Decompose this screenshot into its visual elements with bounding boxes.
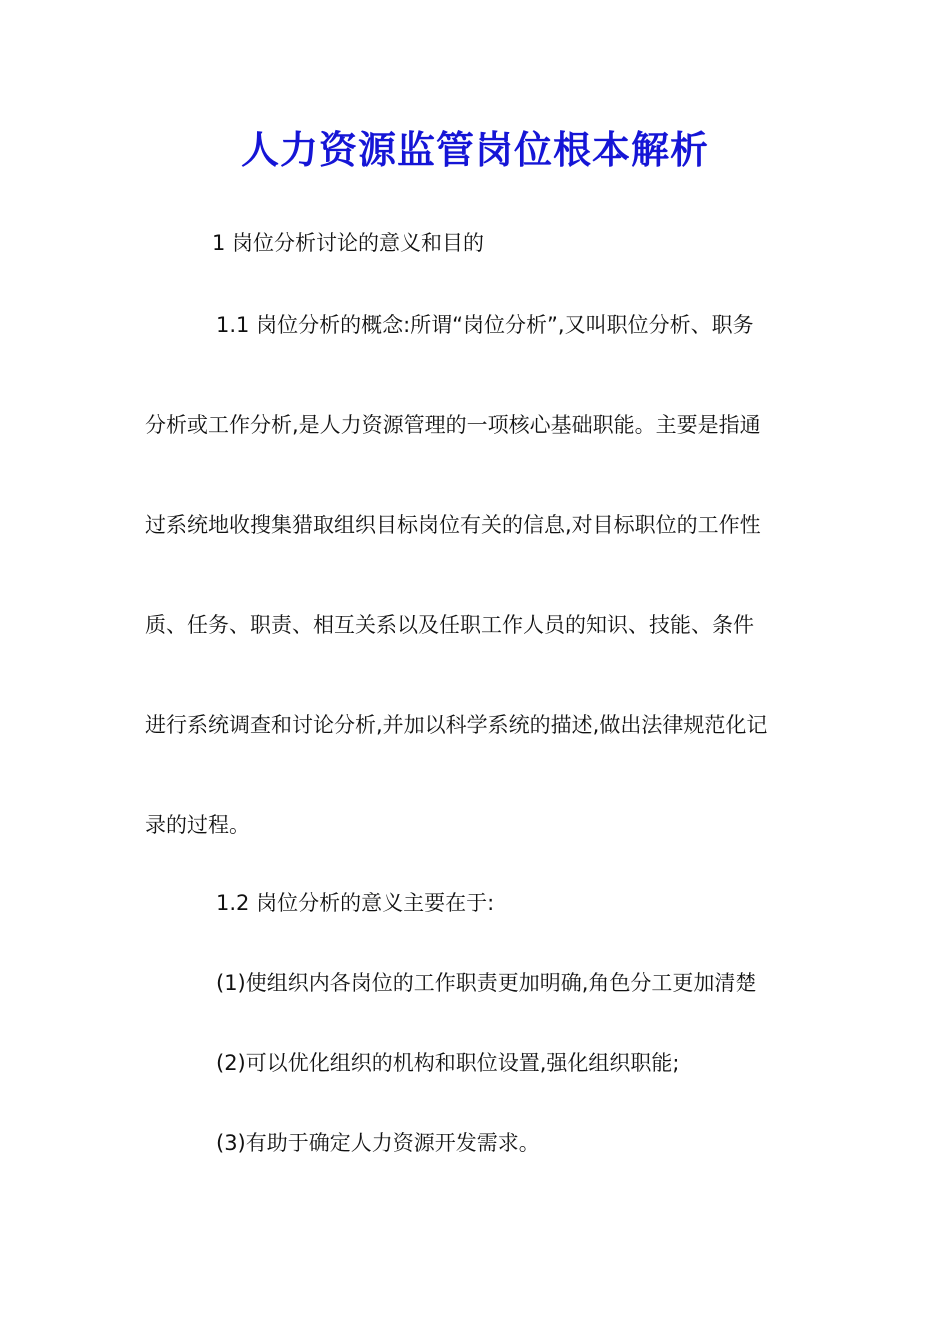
list-item: (2)可以优化组织的机构和职位设置,强化组织职能; (216, 1051, 680, 1075)
paragraph-1-line-1: 1.1 岗位分析的概念:所谓“岗位分析”,又叫职位分析、职务 (216, 313, 754, 337)
list-item: (1)使组织内各岗位的工作职责更加明确,角色分工更加清楚 (216, 971, 757, 995)
paragraph-1-line-3: 过系统地收搜集猎取组织目标岗位有关的信息,对目标职位的工作性 (145, 513, 761, 537)
document-title: 人力资源监管岗位根本解析 (240, 127, 709, 172)
list-item: (3)有助于确定人力资源开发需求。 (216, 1131, 540, 1155)
paragraph-1-line-5: 进行系统调查和讨论分析,并加以科学系统的描述,做出法律规范化记 (145, 713, 768, 737)
paragraph-1-line-6: 录的过程。 (145, 813, 250, 837)
paragraph-1-line-2: 分析或工作分析,是人力资源管理的一项核心基础职能。主要是指通 (145, 413, 761, 437)
section-heading: 1 岗位分析讨论的意义和目的 (212, 231, 485, 255)
paragraph-1-line-4: 质、任务、职责、相互关系以及任职工作人员的知识、技能、条件 (145, 613, 754, 637)
paragraph-2: 1.2 岗位分析的意义主要在于: (216, 891, 495, 915)
